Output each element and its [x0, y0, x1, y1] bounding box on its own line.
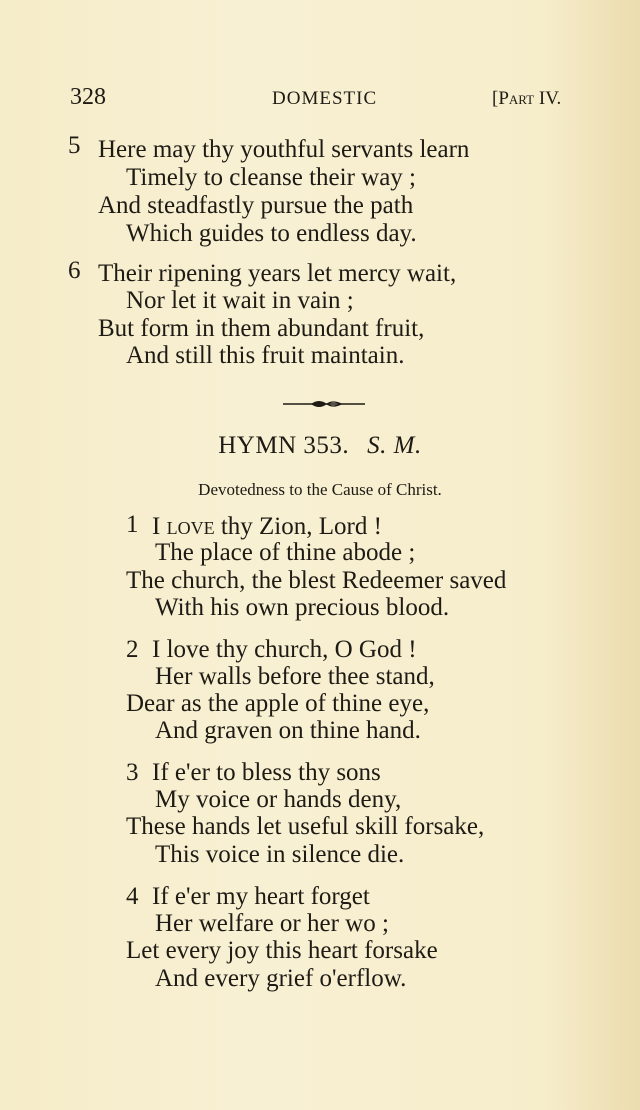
stanza-number: 6 — [68, 257, 81, 284]
verse-line: Her welfare or her wo ; — [155, 910, 389, 937]
hymn-meter: S. M. — [367, 432, 422, 459]
small-caps-word: love — [166, 513, 215, 540]
verse-line: The place of thine abode ; — [155, 539, 416, 566]
verse-line: And steadfastly pursue the path — [98, 192, 414, 219]
stanza-number: 4 — [126, 883, 139, 910]
verse-line: These hands let useful skill forsake, — [126, 813, 485, 840]
verse-line: Here may thy youthful servants learn — [98, 136, 470, 163]
verse-line: And graven on thine hand. — [155, 717, 421, 744]
hymn-title — [0, 432, 640, 460]
first-line-rest: thy Zion, Lord ! — [214, 513, 382, 540]
verse-line: And still this fruit maintain. — [126, 342, 405, 369]
verse-line: Nor let it wait in vain ; — [126, 287, 354, 314]
page-number: 328 — [70, 84, 106, 110]
verse-line: If e'er my heart forget — [152, 883, 370, 910]
verse-line: Which guides to endless day. — [126, 220, 417, 247]
verse-line: If e'er to bless thy sons — [152, 759, 381, 786]
stanza-number: 2 — [126, 636, 139, 663]
verse-line: With his own precious blood. — [155, 594, 450, 621]
page-header — [0, 84, 640, 114]
running-title: DOMESTIC — [272, 88, 378, 109]
verse-line: But form in them abundant fruit, — [98, 315, 425, 342]
verse-line: The church, the blest Redeemer saved — [126, 567, 507, 594]
stanza-number: 5 — [68, 132, 81, 159]
verse-line: Her walls before thee stand, — [155, 663, 435, 690]
verse-line: This voice in silence die. — [155, 841, 405, 868]
ornamental-divider — [283, 397, 365, 411]
first-word: I — [152, 513, 161, 540]
verse-line: Their ripening years let mercy wait, — [98, 260, 457, 287]
verse-line: Timely to cleanse their way ; — [126, 164, 416, 191]
hymn-number: HYMN 353. — [218, 432, 350, 459]
verse-line: I love thy church, O God ! — [152, 636, 417, 663]
verse-line: Let every joy this heart forsake — [126, 937, 438, 964]
hymn-subtitle: Devotedness to the Cause of Christ. — [198, 480, 442, 499]
verse-line: And every grief o'erflow. — [155, 965, 407, 992]
verse-line: Dear as the apple of thine eye, — [126, 690, 430, 717]
stanza-number: 3 — [126, 759, 139, 786]
verse-line: My voice or hands deny, — [155, 786, 402, 813]
stanza-number: 1 — [126, 511, 139, 538]
part-label: [Part IV. — [492, 88, 562, 109]
